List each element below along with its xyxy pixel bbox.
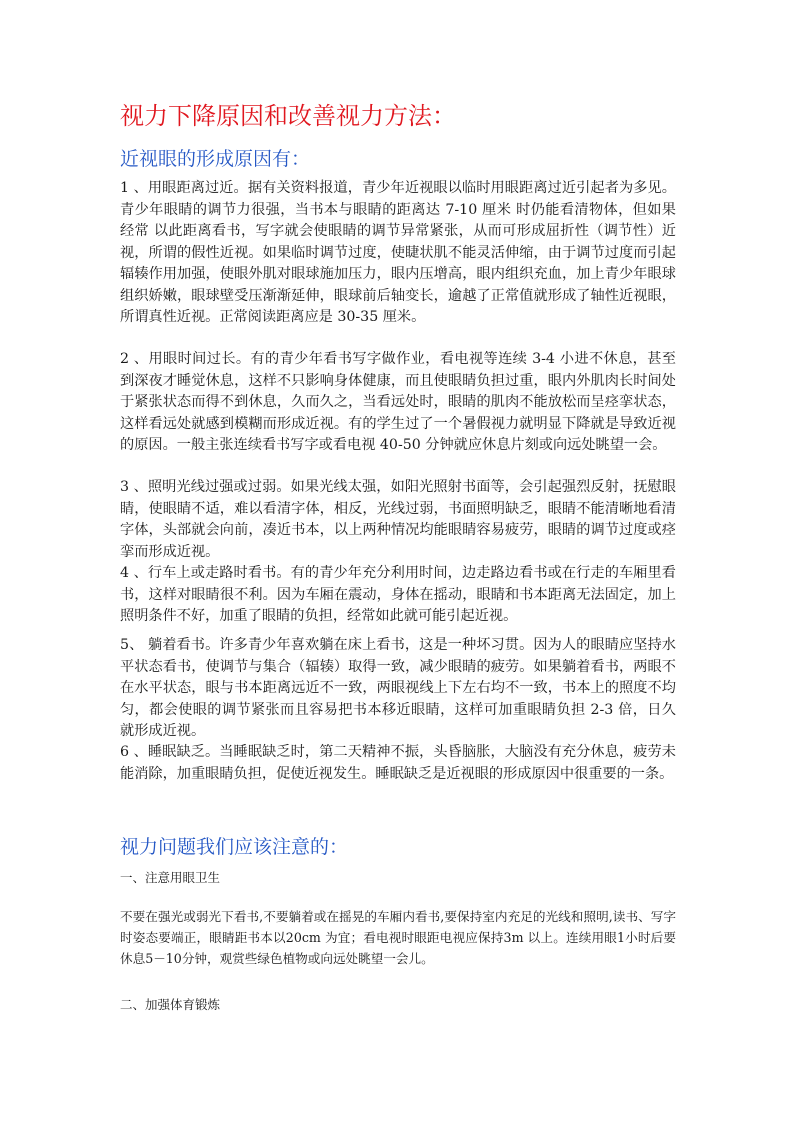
paragraph-cause-5: 5、 躺着看书。许多青少年喜欢躺在床上看书，这是一种坏习贯。因为人的眼睛应坚持水平状态看书，使调节与集合（辐辏）取得一致，减少眼睛的疲劳。如果躺着看书，两眼不在水平状态，眼与书本距离远近不一致，两眼视线上下左右均不一致，书本上的照度不均匀，都会使眼的调节紧张而且容易把书本移近眼睛，这样可加重眼睛负担 2-3 倍，日久就形成近视。 — [120, 637, 676, 739]
subheading-eye-hygiene: 一、注意用眼卫生 — [120, 870, 221, 885]
section-heading-causes: 近视眼的形成原因有： — [120, 148, 311, 170]
subheading-exercise: 二、加强体育锻炼 — [120, 997, 221, 1012]
paragraph-cause-4: 4 、行车上或走路时看书。有的青少年充分利用时间，边走路边看书或在行走的车厢里看书，这样对眼睛很不利。因为车厢在震动，身体在摇动，眼睛和书本距离无法固定，加上照明条件不好，加重了眼睛的负担，经常如此就可能引起近视。 — [120, 565, 676, 624]
paragraph-eye-hygiene: 不要在强光或弱光下看书,不要躺着或在摇晃的车厢内看书,要保持室内充足的光线和照明,读书、写字时姿态要端正，眼睛距书本以20cm 为宜；看电视时眼距电视应保持3m 以上。连续用眼1小时后要休息5－10分钟，观赏些绿色植物或向远处眺望一会儿。 — [120, 909, 676, 966]
paragraph-cause-6: 6 、睡眠缺乏。当睡眠缺乏时，第二天精神不振，头昏脑胀，大脑没有充分休息，疲劳未能消除，加重眼睛负担，促使近视发生。睡眠缺乏是近视眼的形成原因中很重要的一条。 — [120, 744, 676, 782]
page-title: 视力下降原因和改善视力方法： — [120, 102, 456, 130]
paragraph-cause-3: 3 、照明光线过强或过弱。如果光线太强，如阳光照射书面等，会引起强烈反射，抚慰眼睛，使眼睛不适，难以看清字体，相反，光线过弱，书面照明缺乏，眼睛不能清晰地看清字体，头部就会向前，凑近书本，以上两种情况均能眼睛容易疲劳，眼睛的调节过度或痉挛而形成近视。 — [120, 479, 676, 560]
paragraph-cause-1: 1 、用眼距离过近。据有关资料报道，青少年近视眼以临时用眼距离过近引起者为多见。青少年眼睛的调节力很强，当书本与眼睛的距离达 7-10 厘米 时仍能看清物体，但如果经常 以此距离看书，写字就会使眼睛的调节异常紧张，从而可形成屈折性（调节性）近视，所谓的假性近视。如果临时调节过度，使睫状肌不能灵活伸缩，由于调节过度而引起辐辏作用加强，使眼外肌对眼球施加压力，眼内压增高，眼内组织充血，加上青少年眼球组织娇嫩，眼球壁受压渐渐延伸，眼球前后轴变长，逾越了正常值就形成了轴性近视眼，所谓真性近视。正常阅读距离应是 30-35 厘米。 — [120, 180, 676, 325]
paragraph-cause-2: 2 、用眼时间过长。有的青少年看书写字做作业，看电视等连续 3-4 小进不休息，甚至到深夜才睡觉休息，这样不只影响身体健康，而且使眼睛负担过重，眼内外肌肉长时间处于紧张状态而得不到休息，久而久之，当看远处时，眼睛的肌肉不能放松而呈痉挛状态，这样看远处就感到模糊而形成近视。有的学生过了一个暑假视力就明显下降就是导致近视的原因。一般主张连续看书写字或看电视 40-50 分钟就应休息片刻或向远处眺望一会。 — [120, 351, 676, 453]
section-heading-precautions: 视力问题我们应该注意的： — [120, 836, 349, 858]
